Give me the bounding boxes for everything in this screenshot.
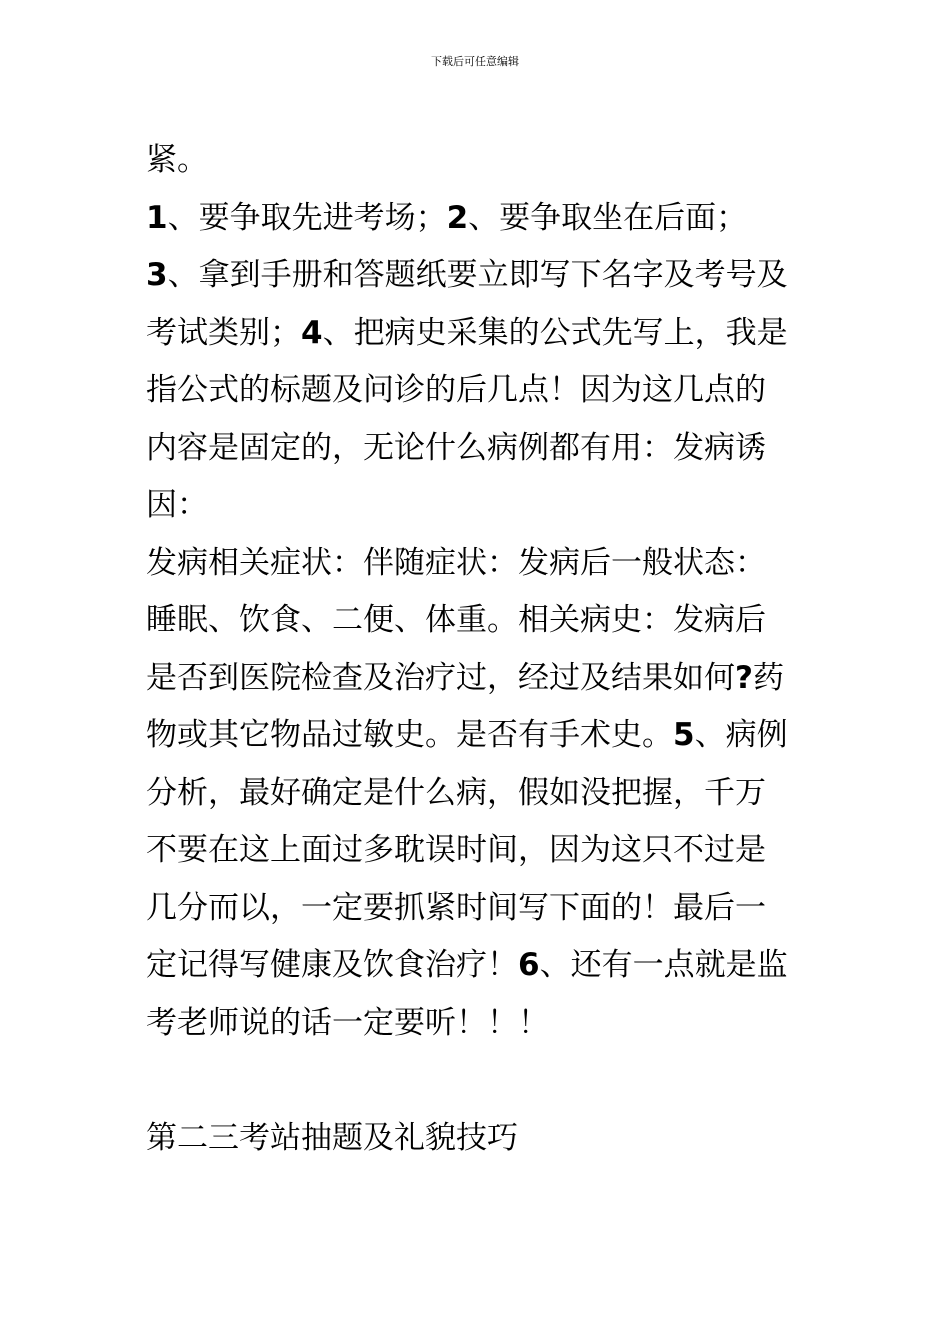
document-body — [146, 132, 826, 1167]
section-heading: 第二三考站抽题及礼貌技巧 — [146, 1119, 518, 1156]
text-line: 不要在这上面过多耽误时间，因为这只不过是 — [146, 832, 766, 868]
text-line: 考老师说的话一定要听！！！ — [146, 1004, 549, 1041]
text-line: 紧。 — [146, 142, 208, 178]
text-line: 几分而以，一定要抓紧时间写下面的！最后一 — [146, 889, 766, 926]
text-line: 定记得写健康及饮食治疗！6、还有一点就是监 — [146, 947, 788, 983]
text-line: 内容是固定的，无论什么病例都有用：发病诱 — [146, 429, 766, 466]
text-line: 睡眠、饮食、二便、体重。相关病史：发病后 — [146, 602, 766, 638]
text-line: 因： — [146, 487, 208, 523]
text-line: 考试类别；4、把病史采集的公式先写上，我是 — [146, 314, 788, 351]
blank-line — [146, 1052, 826, 1110]
text-line: 1、要争取先进考场；2、要争取坐在后面； — [146, 199, 748, 236]
text-line: 是否到医院检查及治疗过，经过及结果如何?药 — [146, 659, 784, 696]
page-header: 下载后可任意编辑 — [431, 55, 519, 68]
text-line: 发病相关症状：伴随症状：发病后一般状态： — [146, 544, 766, 581]
text-line: 分析，最好确定是什么病，假如没把握，千万 — [146, 774, 766, 811]
text-line: 物或其它物品过敏史。是否有手术史。5、病例 — [146, 717, 788, 753]
text-line: 指公式的标题及问诊的后几点！因为这几点的 — [146, 372, 766, 408]
text-line: 3、拿到手册和答题纸要立即写下名字及考号及 — [146, 257, 788, 293]
